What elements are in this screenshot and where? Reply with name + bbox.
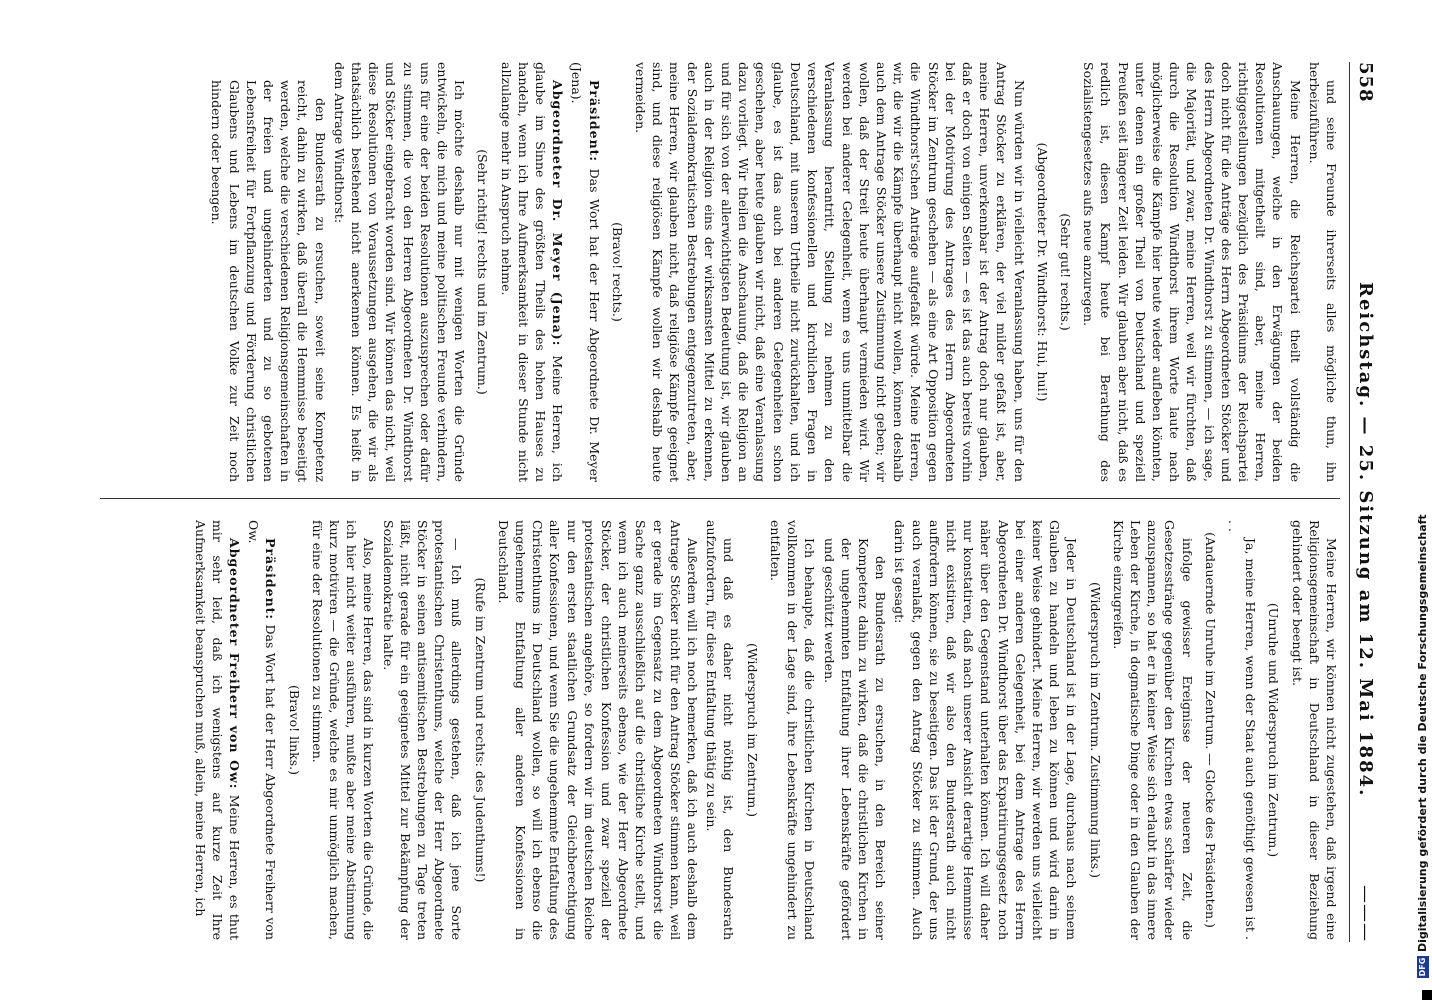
body-paragraph: Jeder in Deutschland ist in der Lage, durchaus nach seinem Glauben zu handeln und leben zu können und wird darin in keiner Weise gehindert. Meine Herren, wir werden uns vielleicht bei einer anderen Gelegenheit, bei dem Antrage des Herrn Abgeordneten Dr. Windthorst über das Expatriirungsgesetz noch näher über den Gegenstand unterhalten können. Ich will daher nur konstatiren, daß nach unserer Ansicht derartige Hemmnisse nicht existiren, daß wir also den Bundesrath auch nicht auffordern können, sie zu beseitigen. Das ist der Grund, der uns auch veranlaßt, gegen den Antrag Stöcker zu stimmen. Auch darin ist gesagt: [892, 520, 1080, 940]
body-paragraph: Meine Herren, die Reichspartei theilt vollständig die Anschauungen, welche in den Erwägungen der beiden Resolutionen mitgetheilt sind, aber, meine Herren, richtiggestellungen bezüglich des Präsidiums der Reichspartei doch nicht für die Anträge des Herrn Abgeordneten Stöcker und des Herrn Abgeordneten Dr. Windthorst zu stimmen, — ich sage, die Majorität, und zwar, meine Herren, weil wir fürchten, daß durch die Resolution Windthorst ihrem Worte laute nach möglicherweise die Kämpfe hier heute wieder aufleben könnten, unter denen ein großer Theil von Deutschland und speziell Preußen seit längerer Zeit leiden. Wir glauben aber nicht, daß es redlich ist, diesen Kampf heute bei Berathung des Sozialistengesetzes aufs neue anzuregen. [1081, 62, 1303, 482]
speech-paragraph [497, 62, 566, 482]
stage-direction: (Andauernde Unruhe im Zentrum. — Glocke des Präsidenten.) [1202, 532, 1218, 928]
body-paragraph: Meine Herren, wir können nicht zugestehen, daß irgend eine Religionsgemeinschaft in Deutschland in dieser Beziehung gehindert oder beengt ist. [1289, 520, 1339, 940]
body-paragraph: Ja, meine Herren, wenn der Staat auch genöthigt gewesen ist . . . [1225, 520, 1259, 940]
column-divider [100, 498, 1340, 499]
speaker-name: Abgeordneter Dr. Meyer (Jena): [550, 80, 566, 347]
body-paragraph: Nun würden wir in vielleicht Veranlassung haben, uns für den Antrag Stöcker zu erklären, der viel milder gefaßt ist, aber, meine Herren, unverkennbar ist der Antrag doch nur glauben, daß er doch von einigen Seiten — es ist das auch bereits vorhin bei der Motivirung des Antrages des Herrn Abgeordneten Stöcker im Zentrum geschehen — als eine Art Opposition gegen die Windthorst'schen Anträge aufgefaßt würde. Meine Herren, wir, die wir die Kämpfe überhaupt nicht wollen, können deshalb auch dem Antrage Stöcker unsere Zustimmung nicht geben; wir wollen, daß der Streit heute überhaupt vermieden wird. Wir werden bei anderer Gelegenheit, wenn es uns unmittelbar die Veranlassung herantritt, Stellung zu nehmen zu den verschiedenen konfessionellen und kirchlichen Fragen in Deutschland, mit unserem Urtheile nicht zurückhalten, und ich glaube, es ist das auch bei anderen Gelegenheiten schon geschehen, aber heute glauben wir nicht, daß eine Veranlassung dazu vorliegt. Wir theilen die Anschauung, daß die Religion an und für sich von der allerwichtigsten Bedeutung ist, wir glauben auch in der Religion eins der wirksamsten Mittel zu erkennen, der Sozialdemokratischen Bestrebungen entgegenzutreten, aber, meine Herren, wir glauben nicht, daß religiöse Kämpfe geeignet sind, und diese religiösen Kämpfe wollen wir deshalb heute vermeiden. [633, 62, 1027, 482]
page-running-title: Reichstag. — 25. Sitzung am 12. Mai 1884. [1355, 282, 1376, 798]
body-paragraph: Ich möchte deshalb nur mit wenigen Worten die Gründe entwickeln, die mich und meine politischen Freunde verhindern, uns für eine der beiden Resolutionen auszusprechen oder dafür zu stimmen, die von den Herren Abgeordneten Dr. Windthorst und Stöcker eingebracht worden sind. Wir können das nicht, weil diese Resolutionen von Voraussetzungen ausgehen, die wir als thatsächlich bestehend nicht anerkennen können. Es heißt in dem Antrage Windthorst: [331, 62, 468, 482]
body-paragraph: — Ich muß allerdings gestehen, daß ich jene Sorte protestantischen Christenthums, welche der Herr Abgeordnete Stöcker in seinen antisemitischen Bestrebungen zu Tage treten läßt, nicht gerade für ein geeignetes Mittel zur Bekämpfung der Sozialdemokratie halte. [380, 520, 465, 940]
body-paragraph: Also, meine Herren, das sind in kurzen Worten die Gründe, die ich hier nicht weiter ausführen, mußte aber meine Abstimmung kurz motiviren — die Gründe, welche es mir unmöglich machen, für eine der Resolutionen zu stimmen. [309, 520, 377, 940]
credit-text: Digitalisierung gefördert durch die Deutsche Forschungsgemeinschaft [1416, 514, 1429, 952]
speaker-name: Präsident: [586, 80, 602, 163]
speech-text: Meine Herren, ich glaube im Sinne des größten Theils des hohen Hauses zu handeln, wenn ich Ihre Aufmerksamkeit in dieser Stunde nicht allzulange mehr in Anspruch nehme. [498, 62, 566, 482]
body-paragraph: infolge gewisser Ereignisse der neueren Zeit, die Gesetzesstränge gegenüber den Kirchen etwas schärfer wieder anzuspannen, so hat er in keiner Weise sich erlaubt in das innere Leben der Kirche, in dogmatische Dinge oder in den Glauben der Kirche einzugreifen. [1110, 520, 1195, 940]
stage-direction: (Widerspruch im Zentrum. Zustimmung links.) [1087, 582, 1103, 878]
stage-direction: (Sehr gut! rechts.) [1057, 213, 1073, 331]
page-number: 558 [1355, 62, 1376, 103]
speech-text: Das Wort hat der Herr Abgeordnete Dr. Meyer (Jena). [569, 62, 602, 482]
body-paragraph: und seine Freunde ihrerseits alles mögliche thun, ihn herbeizuführen. [1306, 62, 1339, 482]
stage-direction: (Rufe im Zentrum und rechts: des Judenthums!) [472, 577, 488, 883]
stage-direction: (Abgeordneter Dr. Windthorst: Hui, hui!) [1034, 142, 1050, 402]
dfg-logo: DFG [1418, 957, 1427, 977]
speech-paragraph [245, 520, 279, 940]
header-rule-dash: ——— [1355, 885, 1376, 942]
speech-paragraph [191, 520, 243, 940]
page-header [1349, 62, 1380, 942]
quoted-motion: den Bundesrath zu ersuchen, in den Bereich seiner Kompetenz dahin zu wirken, daß die christlichen Kirchen in der ungehemmten Entfaltung ihrer Lebenskräfte gefördert und geschützt werden. [821, 538, 889, 940]
credit-line [1416, 514, 1429, 978]
body-paragraph: und daß es daher nicht nöthig ist, den Bundesrath aufzufordern, für diese Entfaltung thätig zu sein. [704, 520, 737, 940]
stage-direction: (Bravo! links.) [286, 685, 302, 775]
speech-text: Das Wort hat der Herr Abgeordnete Freiherr von Ow. [246, 520, 279, 940]
stage-direction: (Bravo! rechts.) [609, 222, 625, 322]
speech-paragraph [568, 62, 602, 482]
body-paragraph: Ich behaupte, daß die christlichen Kirchen in Deutschland vollkommen in der Lage sind, ihre Lebenskräfte ungehindert zu entfalten. [767, 520, 818, 940]
left-column [100, 62, 1340, 482]
quoted-motion: den Bundesrath zu ersuchen, soweit seine Kompetenz reicht, dahin zu wirken, daß überall die Hemmnisse beseitigt werden, welche die verschiedenen Religionsgemeinschaften in der freien und ungehinderten und zu so gebotenen Lebensfreiheit für Fortpflanzung und Förderung christlichen Glaubens und Lebens im deutschen Volke zur Zeit noch hindern oder beengen. [209, 80, 328, 482]
right-column [100, 520, 1340, 940]
speech-text: Meine Herren, es thut mir sehr leid, daß ich wenigstens auf kurze Zeit Ihre Aufmerksamkeit beanspruchen muß, allein, meine Herren, ich [192, 520, 243, 940]
scan-edge-mark [1422, 990, 1432, 1000]
body-paragraph: Außerdem will ich noch bemerken, daß ich auch deshalb dem Antrage Stöcker nicht für den Antrag Stöcker stimmen kann, weil er gerade im Gegensatz zu dem Abgeordneten Windthorst die Sache ganz ausschließlich auf die christliche Kirche stellt, und wenn ich auch meinerseits ebenso, wie der Herr Abgeordnete Stöcker, der christlichen Konfession und zwar speziell der protestantischen angehöre, so fordern wir im deutschen Reiche nur den ersten staatlichen Grundsatz der Gleichberechtigung aller Konfessionen, und wenn Sie die ungehemmte Entfaltung des Christenthums in Deutschland wollen, so will ich ebenso die ungehemmte Entfaltung aller anderen Konfessionen in Deutschland. [495, 520, 701, 940]
stage-direction: (Sehr richtig! rechts und im Zentrum.) [475, 149, 491, 395]
speaker-name: Abgeordneter Freiherr von Ow: [227, 538, 243, 790]
stage-direction: (Unruhe und Widerspruch im Zentrum.) [1266, 602, 1282, 858]
speaker-name: Präsident: [263, 538, 279, 621]
stage-direction: (Widerspruch im Zentrum.) [744, 642, 760, 818]
